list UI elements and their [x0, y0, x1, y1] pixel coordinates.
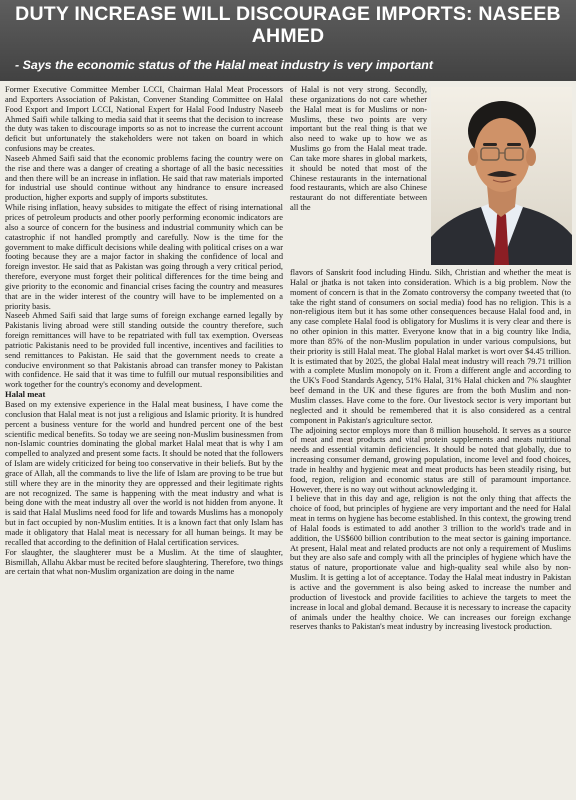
- paragraph: I believe that in this day and age, religion is not the only thing that affects the choice of food, but principles of hygiene are very important and the need for Halal meat in terms on hygiene has become established. In this context, the growing trend of Halal foods is estimated to add another 3 trillion to the world's trade and in addition, the US$600 billion contribution to the meat sector is gaining importance. At present, Halal meat and related products are not only a requirement of Muslims but they are also safe and comply with all the principles of hygiene which have the status of nature, proportionate value and high-quality seal while also by non-Muslim. It is getting a lot of acceptance. Today the Halal meat industry in Pakistan is active and the government is also being asked to increase the number and production of livestock and provide facilities to achieve the targets to meet the increase in local and global demand. Because it is necessary to increase the capacity of animals under the healthy choice. We can increases our foreign exchange reserves thanks to Pakistan's meat industry by increasing livestock production.: [290, 494, 571, 632]
- paragraph: For slaughter, the slaughterer must be a Muslim. At the time of slaughter, Bismillah, Allahu Akbar must be recited before slaughtering. Therefore, two things are certain that what non-Muslim organization are doing in the name: [5, 547, 283, 577]
- section-heading: Halal meat: [5, 389, 46, 400]
- headline-banner: [0, 0, 576, 81]
- paragraph: Naseeb Ahmed Saifi said that large sums of foreign exchange earned legally by Pakistanis living abroad were still standing outside the country therefore, such foreign remittances will have to be repatriated with full tax exemption. Overseas patriotic Pakistanis need to be provided full incentive, incentives and facilities to send remittances to Pakistan. He said that the government needs to create a conducive environment so that Pakistanis abroad can transfer money to Pakistan with confidence. He said that it was time to fulfill our mutual responsibilities and work together for the country's economy and development.: [5, 311, 283, 390]
- paragraph: While rising inflation, heavy subsides to mitigate the effect of rising international prices of petroleum products and other poorly performing economic indicators are also a source of concern for the business and industrial community which can be catastrophic if not handled promptly and carefully. Now is the time for the government to make difficult decisions while dealing with political crises on a war footing because they are a major factor in shaking the confidence of local and foreign investor. He said that as Pakistan was going through a very critical period, therefore, everyone must forget their political differences for the time being and give priority to the economic and financial crises facing the country and measures that are in the wider interest of the country will have to be implemented on a priority basis.: [5, 203, 283, 311]
- portrait-photo: [431, 87, 572, 265]
- paragraph: Naseeb Ahmed Saifi said that the economic problems facing the country were on the rise and there was a danger of creating a shortage of all the basic necessities and then there will be an increase in inflation. He said that raw materials imported for industrial use should continue without any hindrance to ensure increased production, higher exports and supply of imports substitutes.: [5, 153, 283, 203]
- portrait-photo-graphic: [431, 87, 572, 265]
- right-column: [290, 268, 571, 632]
- paragraph: The adjoining sector employs more than 8 million household. It serves as a source of meat and meat products and vital protein supplements and meats nutritional needs and essential vitamin deficiencies. It should be noted that globally, due to increasing consumer demand, growing population, income level and food choices, trade in healthy and hygienic meat and meat products has been steadily rising, but food, region, religion and economic status are still of paramount importance. However, there is no way out without acknowledging it.: [290, 425, 571, 494]
- right-column-top: [290, 85, 427, 213]
- paragraph: flavors of Sanskrit food including Hindu. Sikh, Christian and whether the meat is Halal or jhatka is not taken into consideration. Which is a big problem. Now the moment of concern is that in the Zomato controversy the company tweeted that (to take the right stand of consumers on social media) food has no religion. This is a non-religious item but it has some other consequences because Halal food and, in any case complete Halal food is obligatory for Muslims it is very clear and there is no other opinion in this matter. Everyone know that in a big country like India, more than 85% of the non-Muslim population in under various compulsions, but their priority is still Halal meat. The global Halal market is wort over $4.45 trillion. It is estimated that by 2025, the global Halal meat industry will reach 79.71 trillion with a complete Muslim monopoly on it. From a different angle and according to the UK's Food Standards Agency, 51% Halal, 31% Halal chicken and 7% slaughter beef demand in the UK and these figures are from the both Muslim and non-Muslim classes. Have come to the fore. Our livestock sector is very important but neglected and it should be remembered that it is also considered as a central component in Pakistan's agriculture sector.: [290, 268, 571, 425]
- left-column: [5, 85, 283, 577]
- article-subheadline: - Says the economic status of the Halal meat industry is very important: [15, 58, 433, 72]
- paragraph: Based on my extensive experience in the Halal meat business, I have come the conclusion that Halal meat is not just a religious and Islamic priority. It is hundred percent a business venture for the world and hundred percent one of the best scientific medical benefits. So today we are seeing non-Muslim businessmen from non-Islamic countries dominating the global market Halal meat that is why I am compelled to analyzed and present some facts. It should be noted that the followers of Islam are widely criticized for being too conservative in their beliefs. But by the grace of Allah, all the commands to live the life of Islam are proving to be true but still where they are in the minority they are oppressed and their legitimate rights are not recognized. The same is happening with the meat industry and what is being done with the meat industry all over the world is not hidden from anyone. It is said that Halal Muslims need food for life and towards Muslims has a monopoly but in fact occupied by non-Muslim entities. It is a known fact that only Islam has made it obligatory that Halal meat is necessary for all human beings. It may be recalled that according to the definition of Halal certification services.: [5, 400, 283, 547]
- paragraph: of Halal is not very strong. Secondly, these organizations do not care whether the Halal meat is for Muslims or non-Muslims, these two points are very important but the real thing is that we also need to wake up to how we as Muslims go from the Halal meat trade. Can take more shares in global markets, it should be noted that most of the Chinese restaurants in the international food restaurants, which are also Chinese restaurant do not differentiate between all the: [290, 85, 427, 213]
- article-headline: DUTY INCREASE WILL DISCOURAGE IMPORTS: NASEEB AHMED: [15, 3, 561, 47]
- paragraph: Former Executive Committee Member LCCI, Chairman Halal Meat Processors and Exporters Association of Pakistan, Convener Standing Committee on Halal Food Export and Import LCCI, National Expert for Halal Food Industry Naseeb Ahmed Saifi while talking to media said that it seems that the decision to increase the duty was taken to discourage imports so as not to increase the current account deficit but unfortunately the stakeholders were not taken on board in which confusions may be creates.: [5, 85, 283, 154]
